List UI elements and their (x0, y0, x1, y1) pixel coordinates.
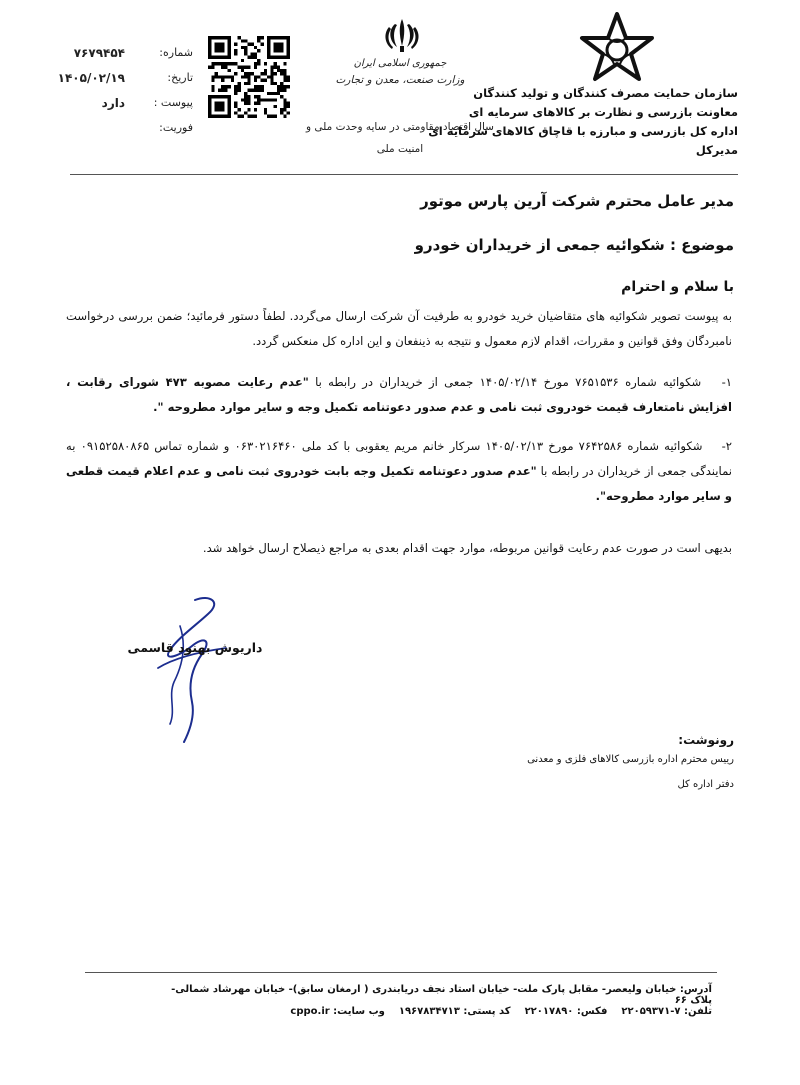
footer-contacts (152, 1006, 712, 1017)
footer-postal-code: کد پستی: ۱۹۶۷۸۳۴۷۱۳ (398, 1006, 511, 1017)
footer-website[interactable]: وب سایت: cppo.ir (290, 1006, 385, 1017)
urgency-label: فوریت: (159, 121, 193, 134)
date-value: ۱۴۰۵/۰۲/۱۹ (57, 70, 125, 85)
organization-name: سازمان حمایت مصرف کنندگان و تولید کنندگان (473, 86, 738, 100)
item-text: شکوائیه شماره ۷۶۵۱۵۳۶ مورخ ۱۴۰۵/۰۲/۱۴ جمعی از خریداران در رابطه با (315, 375, 702, 389)
date-label: تاریخ: (167, 71, 193, 84)
item-emphasis: "عدم رعایت مصوبه ۴۷۳ شورای رقابت ، افزایش نامتعارف قیمت خودروی ثبت نامی و عدم صدور دعوتنامه تکمیل وجه و سایر موارد مطروحه ". (66, 375, 732, 414)
attachment-label: پیوست : (153, 96, 193, 109)
complaint-item (66, 370, 732, 420)
number-label: شماره: (159, 46, 193, 59)
iran-emblem-icon (380, 16, 424, 54)
government-name: جمهوری اسلامی ایران (353, 58, 447, 69)
qr-code (208, 36, 290, 118)
ministry-name: وزارت صنعت، معدن و تجارت (335, 74, 465, 86)
letter-meta (28, 40, 193, 140)
closing-paragraph: بدیهی است در صورت عدم رعایت قوانین مربوطه، موارد جهت اقدام بعدی به مراجع ذیصلاح ارسال خواهد شد. (202, 541, 732, 555)
meta-urgency-row (28, 115, 193, 140)
item-number: ۲- (721, 439, 732, 453)
complaint-item (66, 434, 732, 509)
signer-name: داریوش بهنود قاسمی (127, 640, 263, 655)
recipient-line: مدیر عامل محترم شرکت آرین پارس موتور (420, 192, 734, 210)
organization-department: اداره کل بازرسی و مبارزه با قاچاق کالاهای سرمایه ای (428, 124, 738, 138)
attachment-value: دارد (101, 95, 125, 110)
subject-line: موضوع : شکوائیه جمعی از خریداران خودرو (414, 236, 734, 254)
organization-office: مدیرکل (695, 143, 738, 157)
cc-item: رییس محترم اداره بازرسی کالاهای فلزی و معدنی (527, 754, 734, 765)
cc-item: دفتر اداره کل (677, 779, 734, 790)
meta-number-row (28, 40, 193, 65)
footer-divider (85, 972, 717, 973)
meta-attachment-row (28, 90, 193, 115)
organization-deputy: معاونت بازرسی و نظارت بر کالاهای سرمایه ای (468, 105, 738, 119)
intro-paragraph: به پیوست تصویر شکوائیه های متقاضیان خرید خودرو به طرفیت آن شرکت ارسال می‌گردد. لطفاً دستور فرمائید؛ ضمن بررسی درخواست نامبردگان وفق قوانین و مقررات، اقدام لازم معمول و نتیجه به ذینفعان و این اداره کل منعکس گردد. (66, 309, 732, 348)
number-value: ۷۶۷۹۴۵۴ (73, 45, 125, 60)
header-divider (70, 174, 738, 175)
item-emphasis: "عدم صدور دعوتنامه تکمیل وجه بابت خودروی ثبت نامی و عدم اعلام قیمت قطعی و سایر موارد مطروحه". (66, 464, 732, 503)
year-slogan: سال اقتصاد مقاومتی در سایه وحدت ملی و امنیت ملی (305, 121, 494, 155)
meta-date-row (28, 65, 193, 90)
footer-address: آدرس: خیابان ولیعصر- مقابل پارک ملت- خیابان استاد نجف دریابندری ( ارمغان سابق)- خیابان مهرشاد شمالی- پلاک ۶۶ (171, 984, 712, 1006)
footer-phone: تلفن: ۷-۲۲۰۵۹۳۷۱ (621, 1006, 712, 1017)
handwritten-signature (140, 592, 240, 752)
item-text: شکوائیه شماره ۷۶۴۲۵۸۶ مورخ ۱۴۰۵/۰۲/۱۳ سرکار خانم مریم یعقوبی با کد ملی ۰۶۳۰۲۱۶۴۶۰ و شماره تماس ۰۹۱۵۲۵۸۰۸۶۵ به نمایندگی جمعی از خریداران در رابطه با (66, 439, 732, 478)
organization-star-logo (578, 12, 656, 82)
cc-title: رونوشت: (678, 733, 734, 747)
footer-fax: فکس: ۲۲۰۱۷۸۹۰ (524, 1006, 608, 1017)
greeting: با سلام و احترام (621, 279, 734, 295)
item-number: ۱- (721, 375, 733, 389)
